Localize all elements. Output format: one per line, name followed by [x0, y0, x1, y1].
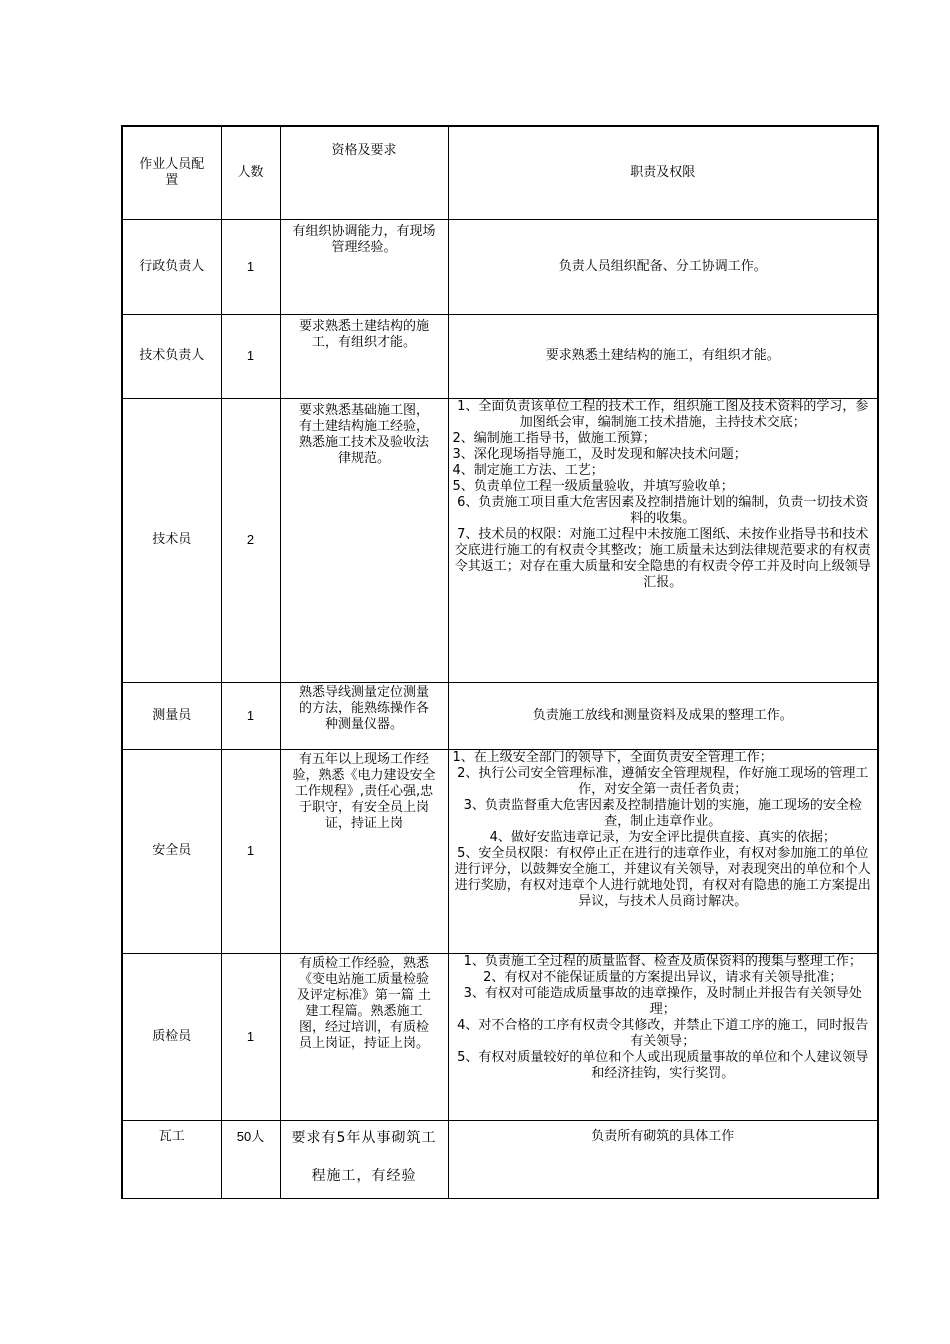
- duty-cell: 负责人员组织配备、分工协调工作。: [448, 219, 878, 314]
- role-cell: 瓦工: [122, 1120, 221, 1198]
- qualification-cell: 有组织协调能力，有现场管理经验。: [280, 219, 448, 314]
- table-row: [122, 314, 878, 398]
- qualification-cell: 要求熟悉土建结构的施工，有组织才能。: [280, 314, 448, 398]
- duty-item: 2、执行公司安全管理标准，遵循安全管理规程，作好施工现场的管理工作，对安全第一责任者负责；: [457, 765, 869, 797]
- count-cell: 1: [221, 314, 280, 398]
- table-row: [122, 749, 878, 953]
- duty-item: 4、做好安监违章记录，为安全评比提供直接、真实的依据；: [489, 829, 836, 845]
- role-cell: 行政负责人: [122, 219, 221, 314]
- duty-item: 1、负责施工全过程的质量监督、检查及质保资料的搜集与整理工作；: [463, 953, 862, 969]
- duty-item: 4、制定施工方法、工艺；: [452, 462, 604, 478]
- duty-item: 3、有权对可能造成质量事故的违章操作，及时制止并报告有关领导处理；: [463, 985, 862, 1017]
- duty-cell: 要求熟悉土建结构的施工，有组织才能。: [448, 314, 878, 398]
- role-cell: 技术员: [122, 398, 221, 682]
- count-cell: 50人: [221, 1120, 280, 1198]
- duty-cell: [448, 398, 878, 682]
- duty-item: 7、技术员的权限：对施工过程中未按施工图纸、未按作业指导书和技术交底进行施工的有权责令其整改；施工质量未达到法律规范要求的有权责令其返工；对存在重大质量和安全隐患的有权责令停工并及时向上级领导汇报。: [454, 526, 871, 590]
- header-count: 人数: [221, 126, 280, 219]
- qualification-cell: 有质检工作经验，熟悉《变电站施工质量检验及评定标准》第一篇 土建工程篇。熟悉施工图，经过培训，有质检员上岗证，持证上岗。: [280, 953, 448, 1120]
- qualification-cell: 要求熟悉基础施工图，有土建结构施工经验，熟悉施工技术及验收法律规范。: [280, 398, 448, 682]
- duty-item: 2、有权对不能保证质量的方案提出异议，请求有关领导批准；: [483, 969, 843, 985]
- count-cell: 2: [221, 398, 280, 682]
- count-cell: 1: [221, 682, 280, 749]
- header-row: [122, 126, 878, 219]
- table-row: [122, 1120, 878, 1198]
- count-cell: 1: [221, 219, 280, 314]
- count-cell: 1: [221, 749, 280, 953]
- duty-item: 1、在上级安全部门的领导下，全面负责安全管理工作；: [452, 749, 773, 765]
- table-row: [122, 682, 878, 749]
- role-cell: 质检员: [122, 953, 221, 1120]
- duty-cell: [448, 749, 878, 953]
- header-duty: 职责及权限: [448, 126, 878, 219]
- count-cell: 1: [221, 953, 280, 1120]
- qualification-cell: 要求有5年从事砌筑工程施工，有经验: [280, 1120, 448, 1198]
- duty-item: 1、全面负责该单位工程的技术工作，组织施工图及技术资料的学习，参加图纸会审，编制施工技术措施，主持技术交底；: [457, 398, 869, 430]
- duty-item: 2、编制施工指导书，做施工预算；: [452, 430, 656, 446]
- duty-item: 5、负责单位工程一级质量验收，并填写验收单；: [452, 478, 734, 494]
- duty-item: 4、对不合格的工序有权责令其修改，并禁止下道工序的施工，同时报告有关领导；: [457, 1017, 869, 1049]
- role-cell: 测量员: [122, 682, 221, 749]
- duty-cell: [448, 953, 878, 1120]
- staff-table: [121, 125, 879, 1199]
- duty-item: 6、负责施工项目重大危害因素及控制措施计划的编制，负责一切技术资料的收集。: [457, 494, 869, 526]
- header-qualification: 资格及要求: [280, 126, 448, 219]
- header-role: 作业人员配置: [122, 126, 221, 219]
- role-cell: 技术负责人: [122, 314, 221, 398]
- duty-cell: 负责施工放线和测量资料及成果的整理工作。: [448, 682, 878, 749]
- qualification-cell: 熟悉导线测量定位测量的方法，能熟练操作各种测量仪器。: [280, 682, 448, 749]
- qualification-cell: 有五年以上现场工作经验，熟悉《电力建设安全工作规程》,责任心强,忠于职守，有安全员上岗证，持证上岗: [280, 749, 448, 953]
- duty-item: 3、负责监督重大危害因素及控制措施计划的实施，施工现场的安全检查，制止违章作业。: [463, 797, 862, 829]
- duty-item: 5、安全员权限：有权停止正在进行的违章作业，有权对参加施工的单位进行评分，以鼓舞安全施工，并建议有关领导，对表现突出的单位和个人进行奖励，有权对违章个人进行就地处罚，有权对有隐患的施工方案提出异议，与技术人员商讨解决。: [454, 845, 871, 909]
- table-row: [122, 219, 878, 314]
- duty-cell: 负责所有砌筑的具体工作: [448, 1120, 878, 1198]
- table-row: [122, 398, 878, 682]
- duty-item: 3、深化现场指导施工，及时发现和解决技术问题；: [452, 446, 747, 462]
- duty-item: 5、有权对质量较好的单位和个人或出现质量事故的单位和个人建议领导和经济挂钩，实行奖罚。: [457, 1049, 869, 1081]
- role-cell: 安全员: [122, 749, 221, 953]
- table-row: [122, 953, 878, 1120]
